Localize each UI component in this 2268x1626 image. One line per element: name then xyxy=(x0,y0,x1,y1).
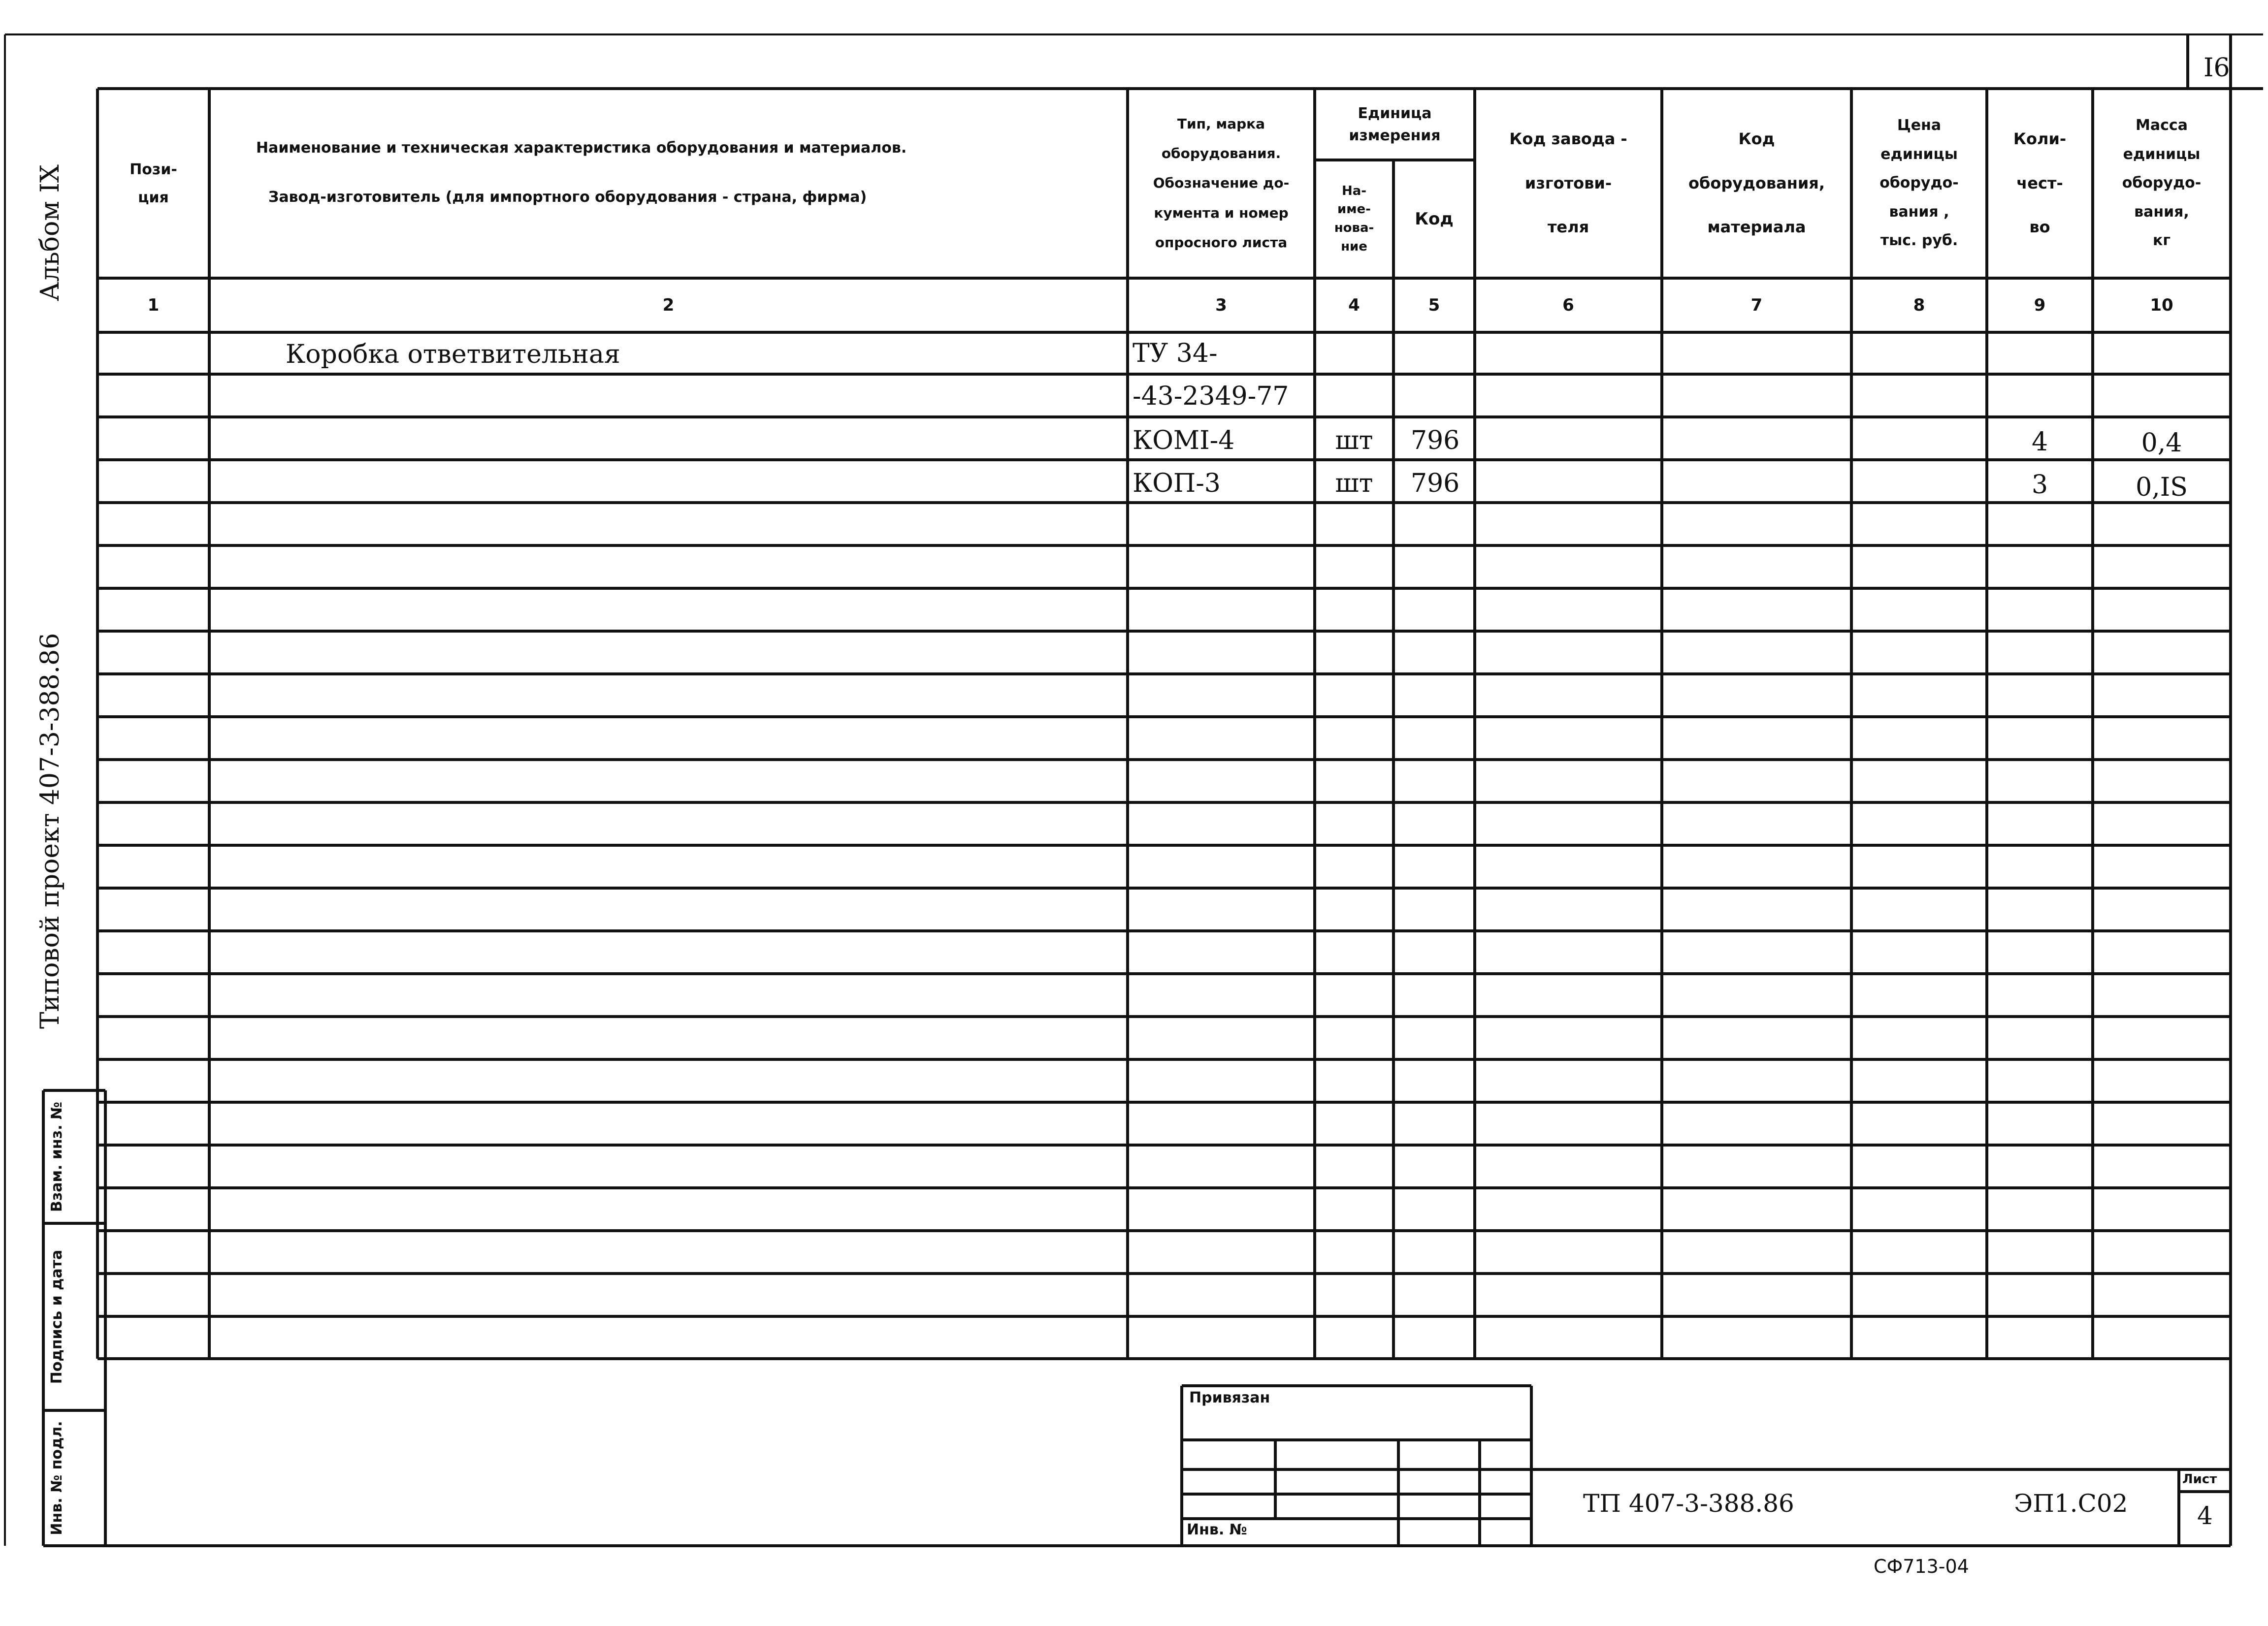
col-number: 8 xyxy=(1913,295,1925,315)
row-unit: шт xyxy=(1335,468,1373,498)
stamp-label-replacement: Взам. инз. № xyxy=(48,1101,65,1212)
header-unit-code: Код xyxy=(1415,209,1454,229)
col-number: 4 xyxy=(1348,295,1360,315)
header-unit-group: Единица измерения xyxy=(1349,104,1441,144)
header-unit-name: На- име- нова- ние xyxy=(1334,183,1374,254)
sheet-number: 4 xyxy=(2197,1501,2213,1530)
row-mass: 0,IS xyxy=(2136,472,2188,502)
album-label: Альбом IX xyxy=(35,164,65,301)
sheet-corner-number: I6 xyxy=(2203,53,2230,83)
document-code: ЭП1.С02 xyxy=(2014,1489,2128,1518)
row-name: Коробка ответвительная xyxy=(286,340,620,369)
header-quantity: Коли- чест- во xyxy=(2013,129,2067,237)
sheet-label: Лист xyxy=(2182,1472,2217,1487)
header-price: Цена единицы оборудо- вания , тыс. руб. xyxy=(1879,117,1959,250)
row-mass: 0,4 xyxy=(2141,428,2182,458)
header-name-line2: Завод-изготовитель (для импортного оборудования - страна, фирма) xyxy=(268,188,867,206)
row-quantity: 4 xyxy=(2031,427,2048,457)
col-number: 5 xyxy=(1428,295,1440,315)
col-number: 3 xyxy=(1215,295,1227,315)
row-unit-code: 796 xyxy=(1411,425,1460,455)
col-number: 6 xyxy=(1562,295,1574,315)
row-type: -43-2349-77 xyxy=(1133,381,1289,411)
project-code: ТП 407-3-388.86 xyxy=(1583,1489,1794,1518)
inventory-number-label: Инв. № xyxy=(1187,1521,1247,1538)
format-code: СФ713-04 xyxy=(1874,1556,1969,1577)
stamp-label-signature: Подпись и дата xyxy=(48,1249,65,1384)
col-number: 7 xyxy=(1750,295,1763,315)
attached-label: Привязан xyxy=(1189,1389,1270,1406)
header-type: Тип, марка оборудования. Обозначение до- кумента и номер опросного листа xyxy=(1153,116,1290,251)
col-number: 9 xyxy=(2034,295,2046,315)
row-quantity: 3 xyxy=(2031,470,2048,500)
row-unit-code: 796 xyxy=(1411,468,1460,498)
row-type: КОМI-4 xyxy=(1133,425,1235,455)
header-position: Пози- ция xyxy=(130,160,177,206)
header-mass: Масса единицы оборудо- вания, кг xyxy=(2122,117,2202,250)
col-number: 10 xyxy=(2150,295,2173,315)
header-factory-code: Код завода - изготови- теля xyxy=(1509,129,1627,237)
project-side-label: Типовой проект 407-3-388.86 xyxy=(35,633,65,1029)
header-equipment-code: Код оборудования, материала xyxy=(1688,129,1825,237)
row-unit: шт xyxy=(1335,425,1373,455)
stamp-label-inventory: Инв. № подл. xyxy=(48,1421,65,1535)
col-number: 2 xyxy=(662,295,675,315)
row-type: КОП-3 xyxy=(1133,468,1221,498)
row-type: ТУ 34- xyxy=(1133,338,1218,368)
col-number: 1 xyxy=(147,295,160,315)
header-name-line1: Наименование и техническая характеристика оборудования и материалов. xyxy=(256,139,907,157)
